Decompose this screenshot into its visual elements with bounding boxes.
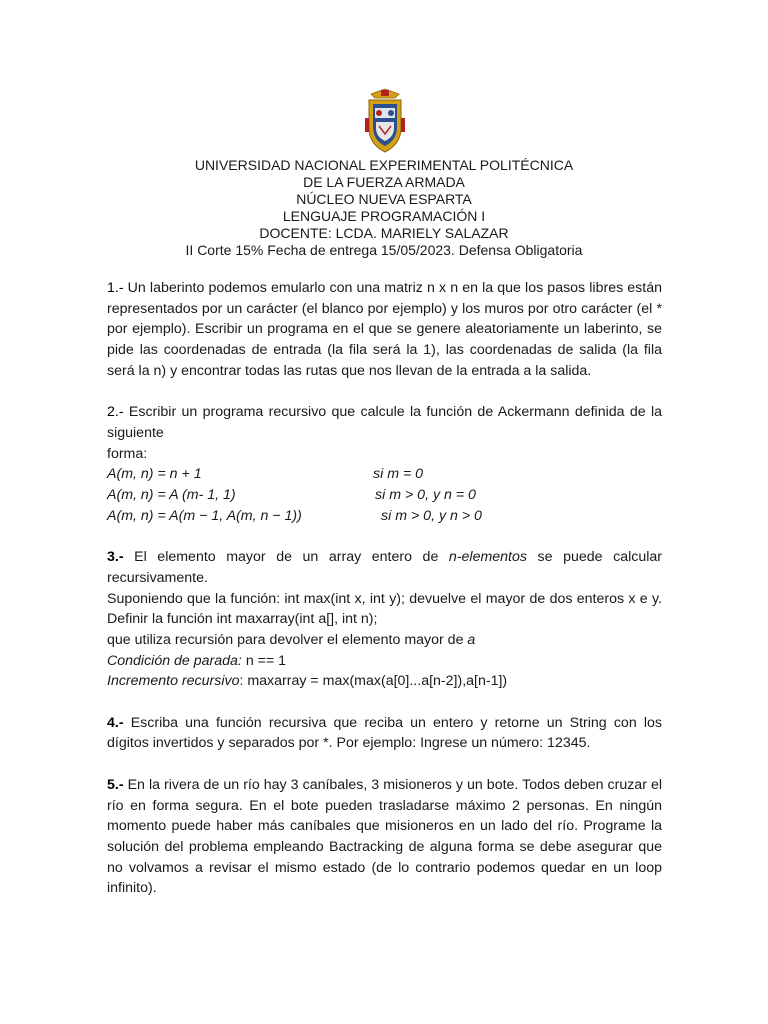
- question-5-number: 5.-: [107, 776, 124, 793]
- formula-condition: si m = 0: [373, 466, 424, 483]
- question-1-text: Un laberinto podemos emularlo con una matriz n x n en la que los pasos libres están representados por un carácter (el blanco por ejemplo) y los muros por otro carácter (el * por ejemplo). Escribir un programa en el que se genere aleatoriamente un laberinto, se pide las coordenadas de entrada (la fila será la 1), las coordenadas de salida (la fila será la n) y encontrar todas las rutas que nos llevan de la entrada a la salida.: [107, 280, 662, 379]
- question-3-pre: El elemento mayor de un array entero de: [123, 549, 449, 566]
- question-3-line3: que utiliza recursión para devolver el elemento mayor de: [107, 631, 468, 648]
- question-3: [107, 547, 662, 692]
- header-deadline: II Corte 15% Fecha de entrega 15/05/2023. Defensa Obligatoria: [185, 242, 583, 258]
- question-5: [107, 775, 662, 899]
- formula-lhs: A(m, n) = A (m- 1, 1): [107, 487, 236, 504]
- header-teacher: DOCENTE: LCDA. MARIELY SALAZAR: [259, 225, 509, 241]
- question-4-number: 4.-: [107, 714, 124, 731]
- question-4: [107, 713, 662, 754]
- question-2-number: 2.-: [107, 404, 124, 421]
- question-1-number: 1.-: [107, 280, 124, 296]
- formula-condition: si m > 0, y n = 0: [375, 487, 476, 504]
- formula-row: [107, 464, 662, 485]
- header-course: LENGUAJE PROGRAMACIÓN I: [282, 208, 486, 224]
- university-crest-icon: [365, 88, 405, 154]
- formula-lhs: A(m, n) = A(m − 1, A(m, n − 1)): [107, 507, 302, 524]
- recursive-increment-value: : maxarray = max(max(a[0]...a[n-2]),a[n-1]): [239, 673, 508, 690]
- question-3-line2: Suponiendo que la función: int max(int x, int y); devuelve el mayor de dos enteros x e y. Definir la función int maxarray(int a[], int n);: [107, 590, 662, 628]
- question-4-text: Escriba una función recursiva que reciba un entero y retorne un String con los dígitos invertidos y separados por *. Por ejemplo: Ingrese un número: 12345.: [107, 714, 662, 752]
- question-3-line3-emphasis: a: [467, 631, 476, 648]
- document-header: [100, 157, 668, 259]
- header-university: UNIVERSIDAD NACIONAL EXPERIMENTAL POLITÉCNICA: [194, 157, 574, 173]
- question-5-text: En la rivera de un río hay 3 caníbales, 3 misioneros y un bote. Todos deben cruzar el río en forma segura. En el bote pueden trasladarse máximo 2 personas. En ningún momento puede haber más caníbales que misioneros en un lado del río. Programe la solución del problema empleando Bactracking de alguna forma se debe asegurar que no volvamos a revisar el mismo estado (de lo contrario podemos quedar en un loop infinito).: [107, 776, 662, 897]
- formula-row: [107, 506, 662, 527]
- formula-lhs: A(m, n) = n + 1: [107, 466, 202, 483]
- question-3-emphasis: n-elementos: [448, 549, 527, 566]
- header-campus: NÚCLEO NUEVA ESPARTA: [296, 191, 472, 207]
- recursive-increment-label: Incremento recursivo: [107, 673, 240, 690]
- formula-condition: si m > 0, y n > 0: [381, 507, 482, 524]
- stop-condition-label: Condición de parada:: [107, 652, 242, 669]
- question-1: [107, 278, 662, 382]
- question-3-number: 3.-: [107, 549, 124, 566]
- question-2-form: forma:: [107, 445, 148, 462]
- question-2: [107, 402, 662, 526]
- header-force: DE LA FUERZA ARMADA: [303, 174, 465, 190]
- document-body: [107, 278, 662, 920]
- question-3-post: se puede calcular recursivamente.: [107, 549, 662, 586]
- stop-condition-value: n == 1: [241, 652, 287, 669]
- question-2-intro: Escribir un programa recursivo que calcule la función de Ackermann definida de la siguiente: [107, 404, 662, 441]
- formula-row: [107, 485, 662, 506]
